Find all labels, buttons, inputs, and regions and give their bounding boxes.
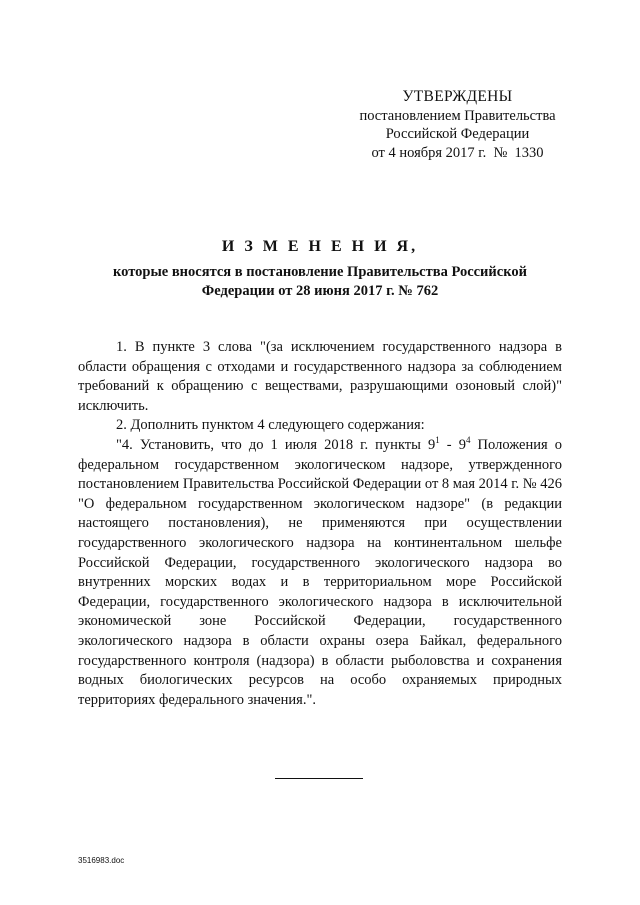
end-separator-line [275,778,363,779]
document-subtitle: которые вносятся в постановление Правительства Российской Федерации от 28 июня 2017 г. № 762 [113,264,527,299]
approval-line-2: Российской Федерации [385,126,530,142]
quote-text-rest: Положения о федеральном государственном экологическом надзоре, утвержденного постановлением Правительства Российской Федерации от 8 мая 2014 г. № 426 "О федеральном государственном экологическом надзоре" (в редакции настоящего постановления), не применяются при осуществлении государственного экологического надзора на континентальном шельфе Российской Федерации, государственного экологического надзора во внутренних морских водах и в территориальном море Российской Федерации, государственного экологического надзора в исключительной экономической зоне Российской Федерации, государственного экологического надзора в области охраны озера Байкал, федерального государственного контроля (надзора) в области рыболовства и сохранения водных биологических ресурсов на особо охраняемых природных территориях федерального значения.". [78,436,563,708]
paragraph-2: 2. Дополнить пунктом 4 следующего содержания: [116,417,425,434]
superscript-1: 1 [435,435,440,446]
approval-heading: УТВЕРЖДЕНЫ [402,88,513,105]
paragraph-quote [78,436,562,710]
paragraph-1: 1. В пункте 3 слова "(за исключением государственного надзора в области обращения с отходами и государственного надзора за соблюдением требований к обращению с веществами, разрушающими озоновый слой)" исключить. [78,339,562,414]
footer-file-name: 3516983.doc [78,856,125,865]
quote-dash: - 9 [439,436,466,453]
superscript-4: 4 [465,435,471,446]
approval-line-1: постановлением Правительства [359,107,556,124]
approval-date-number: от 4 ноября 2017 г. № 1330 [371,144,544,161]
document-body [78,338,562,710]
quote-text-start: "4. Установить, что до 1 июля 2018 г. пункты 9 [116,436,436,453]
document-title: И З М Е Н Е Н И Я, [221,238,419,255]
approval-block [350,88,565,162]
